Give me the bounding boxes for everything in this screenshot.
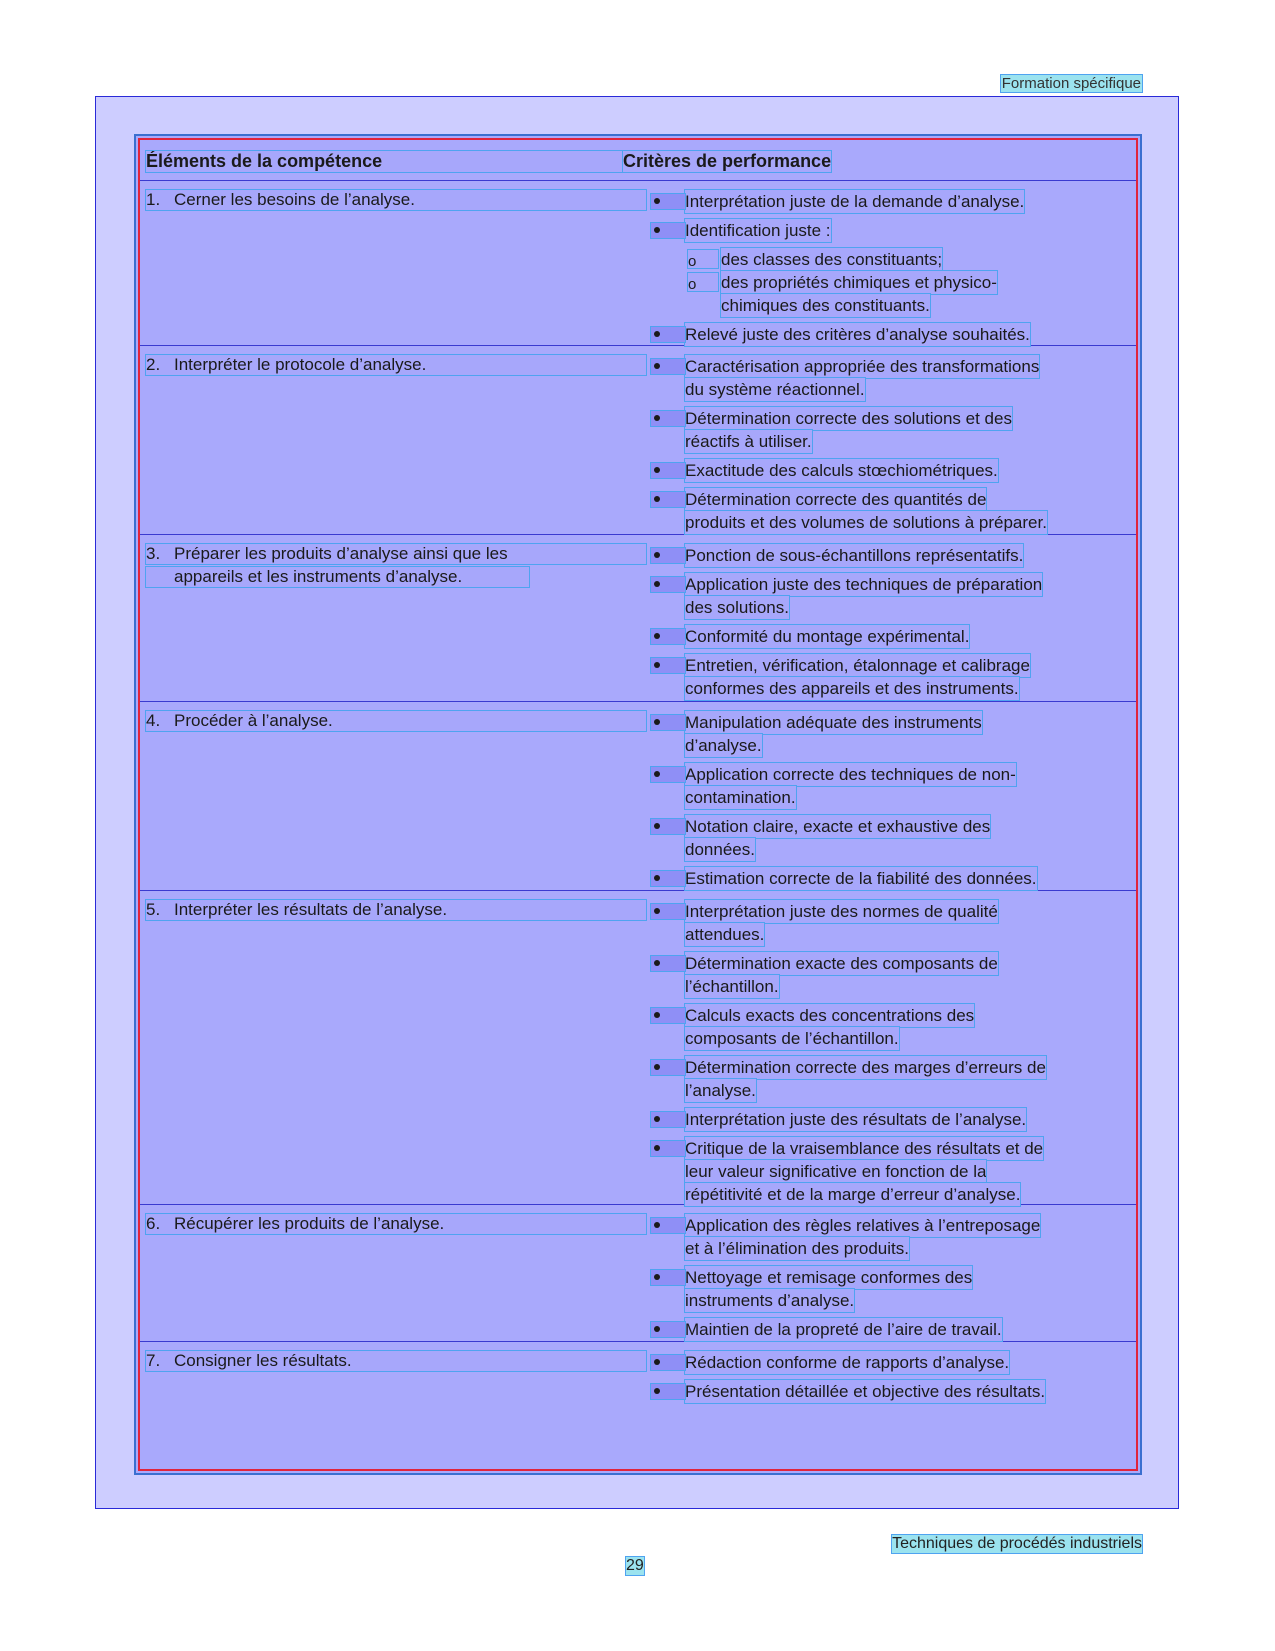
- criterion-item: [651, 1214, 1134, 1260]
- criterion-item: [651, 488, 1134, 534]
- criterion-item: [651, 219, 1134, 242]
- bullet-icon: [651, 715, 685, 730]
- sub-bullet-icon: o: [688, 250, 718, 268]
- bullet-icon: [651, 492, 685, 507]
- criteria-cell: [651, 1351, 1134, 1409]
- criterion-line: Ponction de sous-échantillons représentatifs.: [685, 546, 1024, 565]
- criterion-line: Nettoyage et remisage conformes des: [685, 1268, 973, 1287]
- criterion-line: Caractérisation appropriée des transformations: [685, 357, 1040, 376]
- criterion-item: [651, 323, 1134, 346]
- criterion-text: [685, 867, 1134, 890]
- criterion-item: [651, 711, 1134, 757]
- criterion-text: [685, 625, 1134, 648]
- criterion-item: [651, 459, 1134, 482]
- criterion-line: conformes des appareils et des instruments.: [685, 679, 1019, 698]
- criteria-cell: [651, 190, 1134, 352]
- element-line: [146, 900, 646, 920]
- element-cell: [146, 1214, 646, 1234]
- criterion-line: Entretien, vérification, étalonnage et calibrage: [685, 656, 1030, 675]
- element-line: [146, 711, 646, 731]
- criterion-line: Application correcte des techniques de non-: [685, 765, 1016, 784]
- criterion-line: données.: [685, 840, 755, 859]
- criterion-text: [685, 900, 1134, 946]
- bullet-icon: [651, 1060, 685, 1075]
- criterion-text: [685, 1266, 1134, 1312]
- element-number: 5.: [146, 900, 161, 919]
- bullet-icon: [651, 194, 685, 209]
- element-cell: [146, 355, 646, 375]
- criterion-line: Identification juste :: [685, 221, 831, 240]
- criterion-line: Rédaction conforme de rapports d’analyse.: [685, 1353, 1010, 1372]
- criterion-item: [651, 1108, 1134, 1131]
- criterion-item: [651, 1351, 1134, 1374]
- element-label: Cerner les besoins de l’analyse.: [174, 190, 415, 209]
- criterion-line: Critique de la vraisemblance des résultats et de: [685, 1139, 1044, 1158]
- bullet-icon: [651, 327, 685, 342]
- footer-label: Techniques de procédés industriels: [892, 1535, 1142, 1552]
- table-row: [140, 1204, 1136, 1342]
- bullet-icon: [651, 1322, 685, 1337]
- criterion-line: attendues.: [685, 925, 765, 944]
- criterion-line: Exactitude des calculs stœchiométriques.: [685, 461, 998, 480]
- criterion-item: [651, 190, 1134, 213]
- criterion-text: [685, 1004, 1134, 1050]
- criterion-text: [685, 711, 1134, 757]
- criterion-line: des solutions.: [685, 598, 789, 617]
- criterion-text: [685, 219, 1134, 242]
- criterion-line: Présentation détaillée et objective des résultats.: [685, 1382, 1046, 1401]
- bullet-icon: [651, 658, 685, 673]
- element-number: 4.: [146, 711, 161, 730]
- criterion-item: [651, 952, 1134, 998]
- criterion-line: du système réactionnel.: [685, 380, 865, 399]
- bullet-icon: [651, 819, 685, 834]
- criterion-line: leur valeur significative en fonction de la: [685, 1162, 987, 1181]
- criterion-text: [685, 1108, 1134, 1131]
- criterion-text: [685, 1351, 1134, 1374]
- element-line: [146, 190, 646, 210]
- element-number: 3.: [146, 544, 161, 563]
- criterion-item: [651, 1004, 1134, 1050]
- criterion-line: Conformité du montage expérimental.: [685, 627, 970, 646]
- criterion-item: [651, 625, 1134, 648]
- bullet-icon: [651, 1218, 685, 1233]
- criterion-line: Interprétation juste de la demande d’analyse.: [685, 192, 1025, 211]
- criterion-line: l’analyse.: [685, 1081, 756, 1100]
- sub-criterion-line: chimiques des constituants.: [721, 296, 930, 315]
- bullet-icon: [651, 1141, 685, 1156]
- bullet-icon: [651, 956, 685, 971]
- sub-bullet-icon: o: [688, 273, 718, 291]
- criterion-line: Calculs exacts des concentrations des: [685, 1006, 975, 1025]
- bullet-icon: [651, 1355, 685, 1370]
- criterion-item: [651, 867, 1134, 890]
- criterion-text: [685, 190, 1134, 213]
- element-number: 7.: [146, 1351, 161, 1370]
- col-criteria-header: Critères de performance: [623, 151, 832, 171]
- bullet-icon: [651, 223, 685, 238]
- element-cell: [146, 1351, 646, 1371]
- criterion-line: composants de l’échantillon.: [685, 1029, 899, 1048]
- criterion-line: Application des règles relatives à l’entreposage: [685, 1216, 1041, 1235]
- element-label: Consigner les résultats.: [174, 1351, 352, 1370]
- bullet-icon: [651, 359, 685, 374]
- criterion-item: [651, 407, 1134, 453]
- element-line: [146, 1214, 646, 1234]
- element-cell: [146, 711, 646, 731]
- criterion-line: et à l’élimination des produits.: [685, 1239, 909, 1258]
- criterion-line: instruments d’analyse.: [685, 1291, 855, 1310]
- element-label: Préparer les produits d’analyse ainsi que les: [174, 544, 508, 563]
- criterion-item: [651, 1318, 1134, 1341]
- criterion-line: l’échantillon.: [685, 977, 779, 996]
- bullet-icon: [651, 548, 685, 563]
- element-number: 2.: [146, 355, 161, 374]
- criterion-text: [685, 763, 1134, 809]
- criterion-item: [651, 573, 1134, 619]
- bullet-icon: [651, 1112, 685, 1127]
- table-row: [140, 345, 1136, 535]
- bullet-icon: [651, 463, 685, 478]
- criterion-item: [651, 544, 1134, 567]
- element-line: [146, 544, 646, 564]
- element-line: appareils et les instruments d’analyse.: [146, 567, 529, 587]
- sub-criterion-item: [651, 271, 1134, 317]
- criterion-line: Détermination exacte des composants de: [685, 954, 998, 973]
- criterion-line: d’analyse.: [685, 736, 762, 755]
- criteria-cell: [651, 711, 1134, 896]
- sub-criterion-line: des propriétés chimiques et physico-: [721, 273, 997, 292]
- criterion-text: [685, 355, 1134, 401]
- criteria-cell: [651, 355, 1134, 540]
- criterion-line: Détermination correcte des solutions et des: [685, 409, 1012, 428]
- criterion-item: [651, 355, 1134, 401]
- criterion-text: [685, 323, 1134, 346]
- bullet-icon: [651, 871, 685, 886]
- bullet-icon: [651, 411, 685, 426]
- table-header-row: [140, 140, 1136, 181]
- element-label: Interpréter les résultats de l’analyse.: [174, 900, 448, 919]
- criterion-item: [651, 1380, 1134, 1403]
- table-inner: [138, 138, 1138, 1471]
- criterion-line: répétitivité et de la marge d’erreur d’analyse.: [685, 1185, 1021, 1204]
- criterion-line: Détermination correcte des marges d’erreurs de: [685, 1058, 1046, 1077]
- criterion-line: Interprétation juste des normes de qualité: [685, 902, 998, 921]
- table-row: [140, 534, 1136, 702]
- bullet-icon: [651, 1384, 685, 1399]
- criterion-text: [685, 654, 1134, 700]
- table-row: [140, 890, 1136, 1205]
- criterion-text: [685, 1214, 1134, 1260]
- criterion-item: [651, 815, 1134, 861]
- criterion-item: [651, 1056, 1134, 1102]
- bullet-icon: [651, 577, 685, 592]
- bullet-icon: [651, 767, 685, 782]
- table-row: [140, 180, 1136, 346]
- criterion-text: [685, 407, 1134, 453]
- criterion-text: [685, 459, 1134, 482]
- criterion-item: [651, 654, 1134, 700]
- element-cell: [146, 544, 646, 587]
- table-row: [140, 701, 1136, 891]
- sub-criterion-line: des classes des constituants;: [721, 250, 943, 269]
- criterion-item: [651, 1266, 1134, 1312]
- page-number: 29: [626, 1557, 644, 1574]
- element-number: 1.: [146, 190, 161, 209]
- criterion-line: Détermination correcte des quantités de: [685, 490, 987, 509]
- sub-criterion-item: [651, 248, 1134, 271]
- criterion-line: produits et des volumes de solutions à préparer.: [685, 513, 1047, 532]
- element-line: [146, 355, 646, 375]
- criterion-text: [685, 815, 1134, 861]
- criterion-line: Maintien de la propreté de l’aire de travail.: [685, 1320, 1002, 1339]
- criterion-text: [685, 544, 1134, 567]
- criterion-line: contamination.: [685, 788, 796, 807]
- header-label: Formation spécifique: [1001, 75, 1141, 92]
- criteria-cell: [651, 1214, 1134, 1347]
- criterion-line: Application juste des techniques de préparation: [685, 575, 1043, 594]
- criteria-cell: [651, 900, 1134, 1212]
- bullet-icon: [651, 1270, 685, 1285]
- element-label: Procéder à l’analyse.: [174, 711, 333, 730]
- criterion-text: [685, 952, 1134, 998]
- criterion-text: [685, 1380, 1134, 1403]
- criterion-text: [685, 1318, 1134, 1341]
- criterion-line: Manipulation adéquate des instruments: [685, 713, 982, 732]
- criterion-text: [685, 1056, 1134, 1102]
- col-elements-header: Éléments de la compétence: [146, 151, 641, 172]
- competence-table: [134, 134, 1142, 1475]
- bullet-icon: [651, 904, 685, 919]
- criteria-cell: [651, 544, 1134, 706]
- criterion-line: réactifs à utiliser.: [685, 432, 812, 451]
- element-line: [146, 1351, 646, 1371]
- element-label: Récupérer les produits de l’analyse.: [174, 1214, 445, 1233]
- bullet-icon: [651, 629, 685, 644]
- criterion-text: [685, 1137, 1134, 1206]
- table-row: [140, 1341, 1136, 1469]
- element-cell: [146, 900, 646, 920]
- element-number: 6.: [146, 1214, 161, 1233]
- criterion-line: Notation claire, exacte et exhaustive des: [685, 817, 991, 836]
- criterion-line: Estimation correcte de la fiabilité des données.: [685, 869, 1037, 888]
- criterion-line: Relevé juste des critères d’analyse souhaités.: [685, 325, 1030, 344]
- criterion-line: Interprétation juste des résultats de l’analyse.: [685, 1110, 1027, 1129]
- criterion-item: [651, 900, 1134, 946]
- criterion-text: [685, 488, 1134, 534]
- criterion-text: [685, 573, 1134, 619]
- bullet-icon: [651, 1008, 685, 1023]
- criterion-item: [651, 763, 1134, 809]
- criterion-item: [651, 1137, 1134, 1206]
- element-cell: [146, 190, 646, 210]
- element-label: Interpréter le protocole d’analyse.: [174, 355, 427, 374]
